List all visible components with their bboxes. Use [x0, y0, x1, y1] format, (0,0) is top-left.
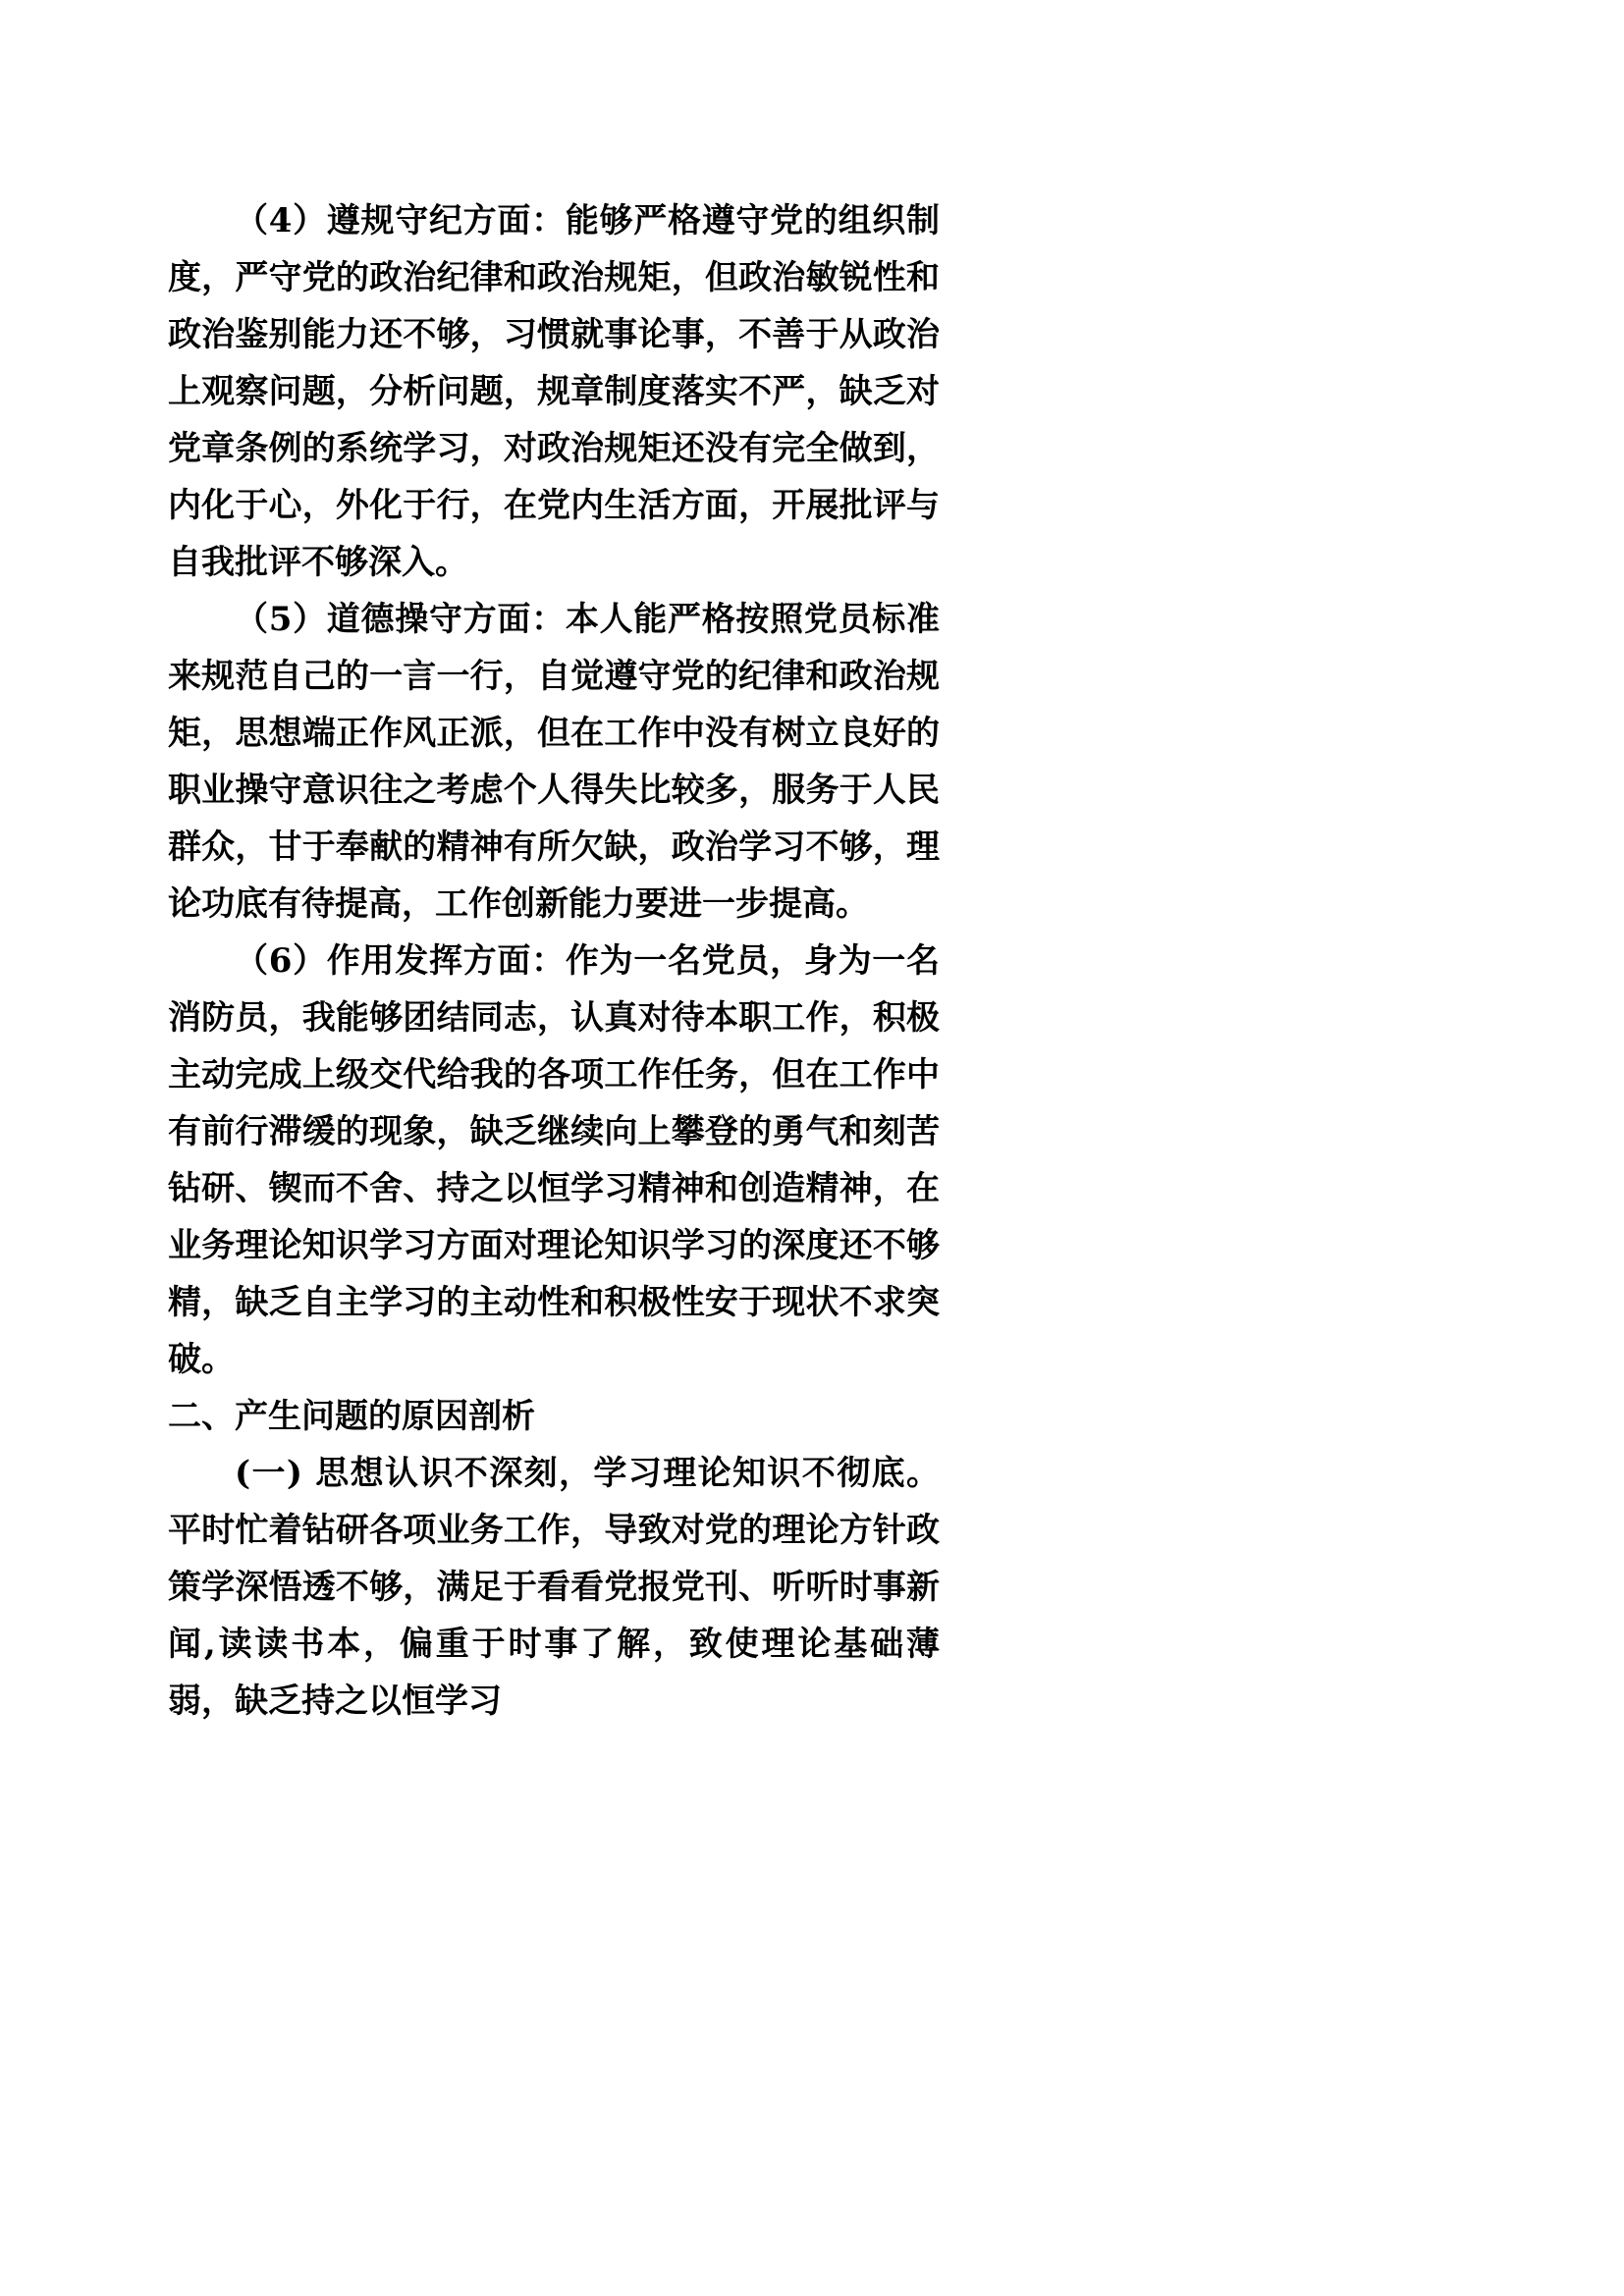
paragraph-item-6: （6）作用发挥方面：作为一名党员，身为一名消防员，我能够团结同志，认真对待本职工作，积极主动完成上级交代给我的各项工作任务，但在工作中有前行滞缓的现象，缺乏继续向上攀登的勇气和刻苦钻研、锲而不舍、持之以恒学习精神和创造精神，在业务理论知识学习方面对理论知识学习的深度还不够精，缺乏自主学习的主动性和积极性安于现状不求突破。 — [168, 941, 940, 1379]
paragraph-cause-1-body: 思想认识不深刻，学习理论知识不彻底。平时忙着钻研各项业务工作，导致对党的理论方针政策学深悟透不够，满足于看看党报党刊、听听时事新闻,读读书本，偏重于时事了解，致使理论基础薄弱，缺乏持之以恒学习 — [168, 1454, 940, 1721]
paragraph-cause-1-label: (一) — [235, 1454, 302, 1493]
section-heading-2: 二、产生问题的原因剖析 — [168, 1397, 535, 1436]
paragraph-item-4: （4）遵规守纪方面：能够严格遵守党的组织制度，严守党的政治纪律和政治规矩，但政治敏锐性和政治鉴别能力还不够，习惯就事论事，不善于从政治上观察问题，分析问题，规章制度落实不严，缺乏对党章条例的系统学习，对政治规矩还没有完全做到，内化于心，外化于行，在党内生活方面，开展批评与自我批评不够深入。 — [168, 201, 940, 582]
paragraph-cause-1 — [168, 1445, 940, 1730]
paragraph-item-5: （5）道德操守方面：本人能严格按照党员标准来规范自己的一言一行，自觉遵守党的纪律和政治规矩，思想端正作风正派，但在工作中没有树立良好的职业操守意识往之考虑个人得失比较多，服务于人民群众，甘于奉献的精神有所欠缺，政治学习不够，理论功底有待提高，工作创新能力要进一步提高。 — [168, 600, 940, 924]
document-body — [168, 192, 940, 1730]
